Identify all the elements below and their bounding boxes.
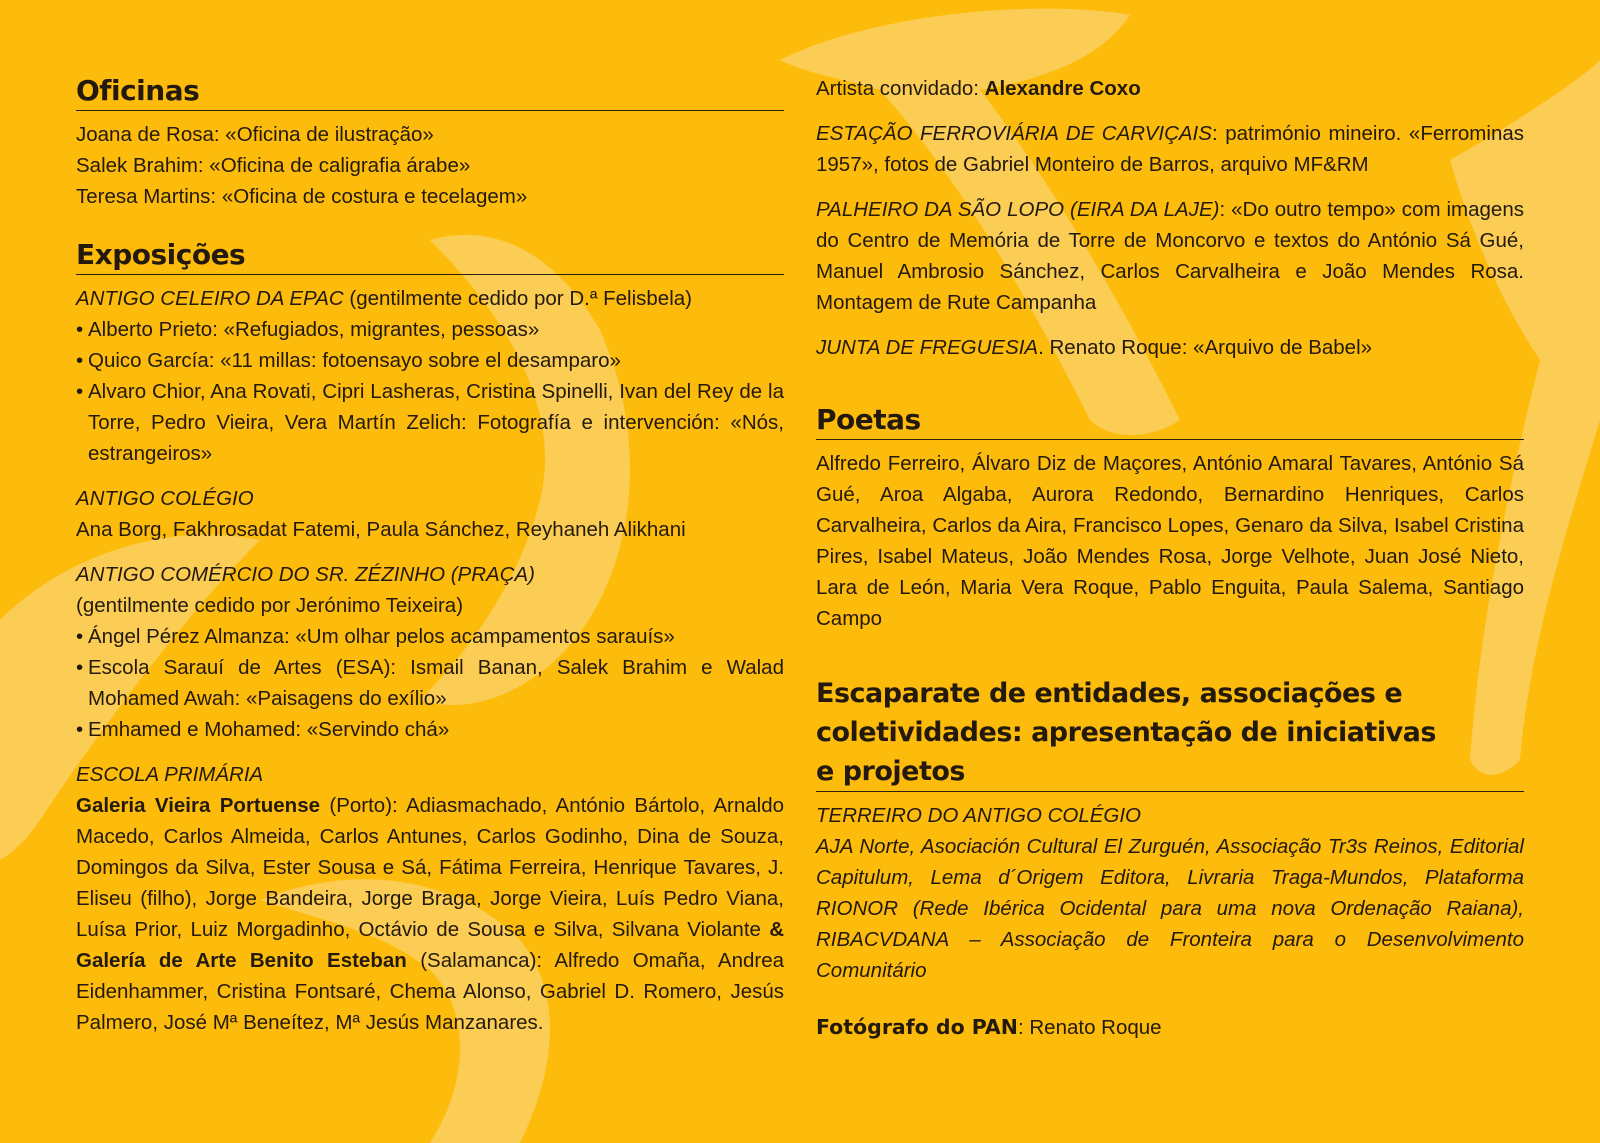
artista-label: Artista convidado: [816,77,985,100]
artista-line [816,73,1524,104]
venue-text: . Renato Roque: «Arquivo de Babel» [1038,336,1373,359]
escola-text [76,790,784,1038]
poetas-heading: Poetas [816,403,1524,440]
colegio-text: Ana Borg, Fakhrosadat Fatemi, Paula Sánchez, Reyhaneh Alikhani [76,518,686,541]
exposicao-item: • Alvaro Chior, Ana Rovati, Cipri Lasheras, Cristina Spinelli, Ivan del Rey de la Torre, Pedro Vieira, Vera Martín Zelich: Fotografía e intervención: «Nós, estrangeiros» [76,376,784,469]
fotografo-line [816,1012,1524,1043]
fotografo-label: Fotógrafo do PAN [816,1015,1018,1039]
oficina-item: Joana de Rosa: «Oficina de ilustração» [76,123,434,146]
oficinas-heading: Oficinas [76,74,784,111]
exposicao-item: • Ángel Pérez Almanza: «Um olhar pelos acampamentos sarauís» [76,621,784,652]
gallery-name: Galeria Vieira Portuense [76,794,320,817]
palheiro-text [816,194,1524,318]
oficinas-list [76,119,784,212]
gallery-artists: (Salamanca): Alfredo Omaña, Andrea Eidenhammer, Cristina Fontsaré, Chema Alonso, Gabriel D. Romero, Jesús Palmero, José Mª Beneítez, Mª Jesús Manzanares. [76,949,784,1034]
comercio-list [76,621,784,745]
escaparate-text: AJA Norte, Asociación Cultural El Zurguén, Associação Tr3s Reinos, Editorial Capitulum, Lema d´Origem Editora, Livraria Traga-Mundos, Plataforma RIONOR (Rede Ibérica Ocidental para uma nova Ordenação Raiana), RIBACVDANA – Associação de Fronteira para o Desenvolvimento Comunitário [816,835,1524,982]
gallery-artists: (Porto): Adiasmachado, António Bártolo, Arnaldo Macedo, Carlos Almeida, Carlos Antunes, Carlos Godinho, Dina de Souza, Domingos da Silva, Ester Sousa e Sá, Fátima Ferreira, Henrique Tavares, J. Eliseu (filho), Jorge Bandeira, Jorge Braga, Jorge Vieira, Luís Pedro Viana, Luísa Prior, Luiz Morgadinho, Octávio de Sousa e Silva, Silvana Violante [76,794,784,941]
venue-name: ESTAÇÃO FERROVIÁRIA DE CARVIÇAIS [816,122,1212,145]
left-column [76,72,784,1038]
exposicao-item: • Escola Sarauí de Artes (ESA): Ismail Banan, Salek Brahim e Walad Mohamed Awah: «Paisagens do exílio» [76,652,784,714]
escaparate-venue: TERREIRO DO ANTIGO COLÉGIO [816,804,1141,827]
artista-name: Alexandre Coxo [984,77,1141,100]
exposicao-item: • Quico García: «11 millas: fotoensayo sobre el desamparo» [76,345,784,376]
fotografo-name: : Renato Roque [1017,1016,1162,1039]
gallery-name: Galería de Arte Benito Esteban [76,949,407,972]
venue-note: (gentilmente cedido por D.ª Felisbela) [343,287,692,310]
exposicao-item: • Alberto Prieto: «Refugiados, migrantes, pessoas» [76,314,784,345]
venue-text: : património mineiro. «Ferrominas 1957», fotos de Gabriel Monteiro de Barros, arquivo MF&RM [816,122,1524,176]
estacao-text [816,118,1524,180]
escaparate-heading: Escaparate de entidades, associações e coletividades: apresentação de iniciativas e projetos [816,678,1436,787]
escola-venue: ESCOLA PRIMÁRIA [76,763,264,786]
oficina-item: Teresa Martins: «Oficina de costura e tecelagem» [76,185,528,208]
exposicao-item: • Emhamed e Mohamed: «Servindo chá» [76,714,784,745]
poetas-text: Alfredo Ferreiro, Álvaro Diz de Maçores, António Amaral Tavares, António Sá Gué, Aroa Algaba, Aurora Redondo, Bernardino Henriques, Carlos Carvalheira, Carlos da Aira, Francisco Lopes, Genaro da Silva, Isabel Cristina Pires, Isabel Mateus, João Mendes Rosa, Jorge Velhote, Juan José Nieto, Lara de León, Maria Vera Roque, Pablo Enguita, Paula Salema, Santiago Campo [816,452,1524,630]
venue-text: : «Do outro tempo» com imagens do Centro de Memória de Torre de Moncorvo e textos do António Sá Gué, Manuel Ambrosio Sánchez, Carlos Carvalheira e João Mendes Rosa. Montagem de Rute Campanha [816,198,1524,314]
right-column [816,72,1524,1043]
comercio-venue: ANTIGO COMÉRCIO DO SR. ZÉZINHO (PRAÇA) [76,563,535,586]
oficina-item: Salek Brahim: «Oficina de caligrafia árabe» [76,154,471,177]
exposicoes-heading: Exposições [76,238,784,275]
comercio-note: (gentilmente cedido por Jerónimo Teixeira) [76,594,464,617]
junta-text [816,332,1524,363]
celeiro-list [76,314,784,469]
venue-name: ANTIGO CELEIRO DA EPAC [76,287,344,310]
venue-name: PALHEIRO DA SÃO LOPO (EIRA DA LAJE) [816,198,1220,221]
celeiro-venue-line [76,283,784,314]
colegio-venue: ANTIGO COLÉGIO [76,487,254,510]
venue-name: JUNTA DE FREGUESIA [816,336,1039,359]
ampersand: & [769,918,784,941]
